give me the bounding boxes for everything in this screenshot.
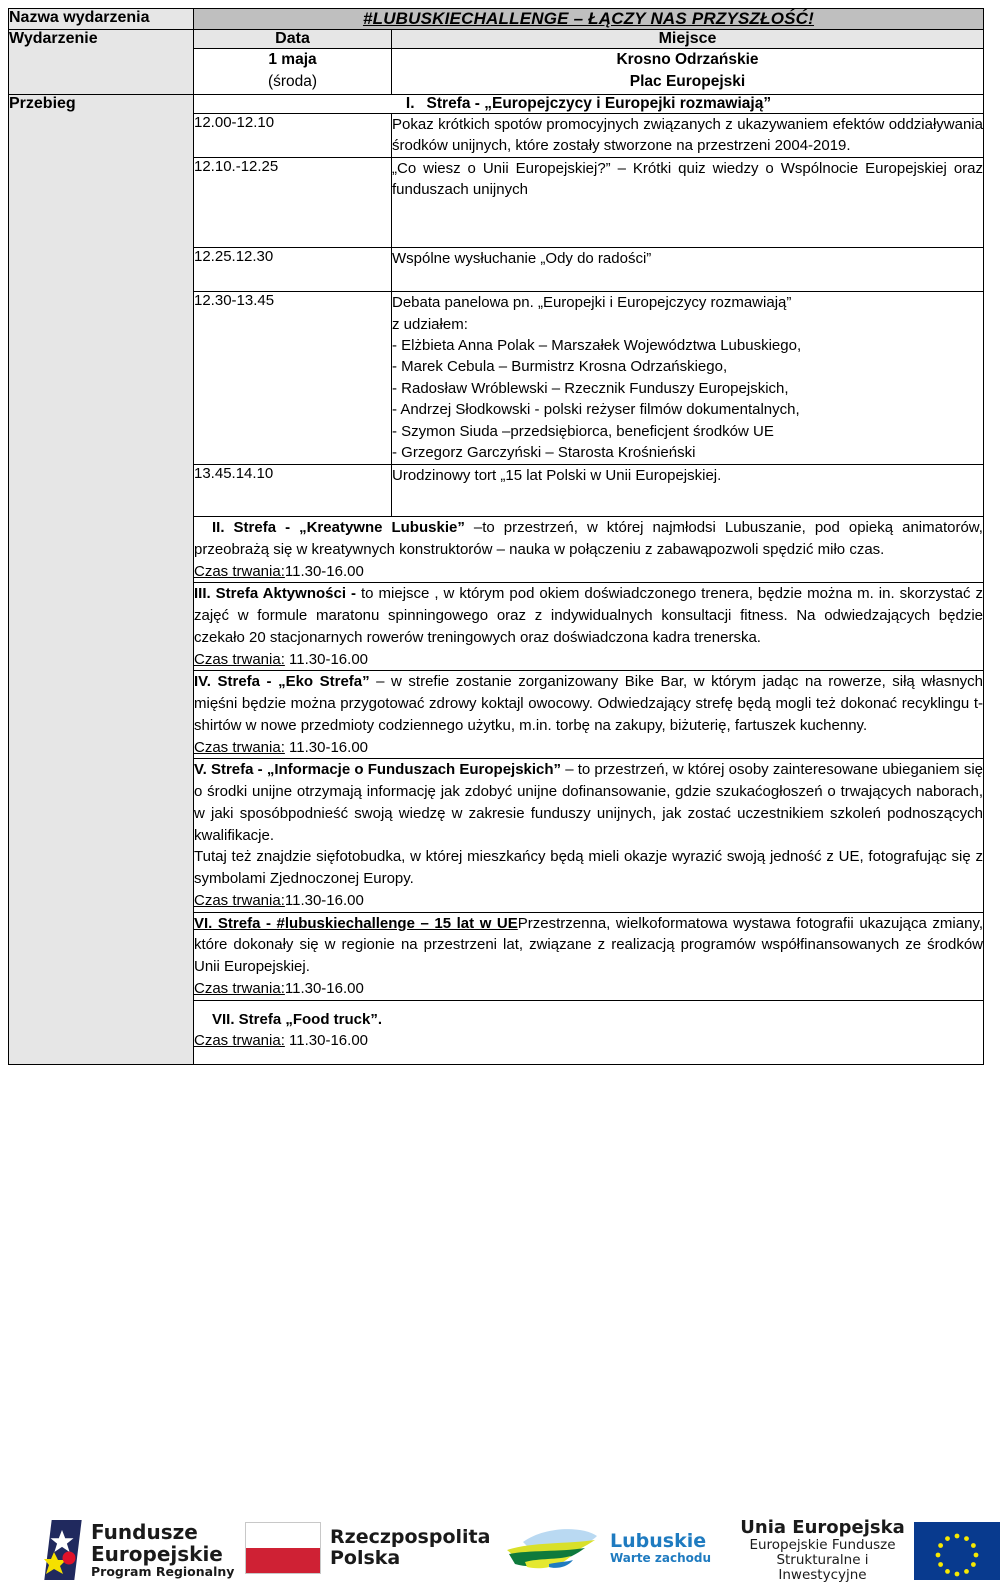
lubuskie-swoosh-icon [505, 1524, 601, 1572]
column-header-place: Miejsce [392, 30, 984, 49]
zone-heading: IV. Strefa - „Eko Strefa” [194, 673, 370, 691]
fundusze-europejskie-icon [42, 1520, 82, 1580]
table-row-event-headers [9, 30, 984, 49]
schedule-description [392, 464, 984, 516]
zone-paragraph [194, 913, 983, 978]
zone-duration [194, 737, 983, 759]
schedule-line: - Elżbieta Anna Polak – Marszałek Województwa Lubuskiego, [392, 337, 802, 354]
eu-flag-icon [914, 1522, 1000, 1580]
zone-heading: III. Strefa Aktywności - [194, 585, 356, 603]
zone1-heading: Strefa - „Europejczycy i Europejki rozmawiają” [426, 94, 772, 112]
schedule-line: Wspólne wysłuchanie „Ody do radości” [392, 249, 652, 267]
label-event-name: Nazwa wydarzenia [9, 9, 194, 30]
zone-paragraph [194, 759, 983, 846]
zone-duration-value: 11.30-16.00 [284, 1032, 368, 1050]
schedule-time: 13.45.14.10 [194, 464, 392, 516]
label-event: Wydarzenie [9, 30, 194, 95]
zone1-heading-cell [194, 94, 984, 113]
zone-duration-value: 11.30-16.00 [284, 738, 368, 756]
schedule-line: „Co wiesz o Unii Europejskiej?” – Krótki quiz wiedzy o Wspólnocie Europejskiej oraz funduszach unijnych [392, 159, 983, 199]
zone-block [194, 1000, 984, 1065]
logo-rzeczpospolita-polska [245, 1522, 490, 1574]
zone-body: Przestrzenna, wielkoformatowa wystawa fotografii ukazująca zmiany, które dokonały się w regionie na przestrzeni lat, związane z realizacją programów współfinansowanych ze środków Unii Europejskiej. [194, 914, 983, 976]
table-row-event-name [9, 9, 984, 30]
lubuskie-wordmark [610, 1531, 711, 1566]
unia-line3: Strukturalne i Inwestycyjne [776, 1552, 869, 1584]
zone-duration-value: 11.30-16.00 [284, 979, 364, 997]
fundusze-line2: Europejskie [91, 1542, 223, 1566]
zone-block [194, 583, 984, 671]
zone-duration [194, 649, 983, 671]
zone-heading: II. Strefa - „Kreatywne Lubuskie” [212, 519, 465, 537]
zone-block [194, 912, 984, 1000]
event-place-line1: Krosno Odrzańskie [616, 51, 759, 68]
schedule-line: Pokaz krótkich spotów promocyjnych związanych z ukazywaniem efektów oddziaływania środków unijnych, które zostały stworzone na przestrzeni 2004-2019. [392, 115, 983, 155]
event-place-line2: Plac Europejski [629, 73, 746, 91]
column-header-date: Data [194, 30, 392, 49]
zone-paragraph [194, 1009, 983, 1031]
schedule-time: 12.10.-12.25 [194, 157, 392, 247]
rzeczpospolita-line2: Polska [330, 1547, 401, 1569]
logo-lubuskie [505, 1524, 711, 1572]
fundusze-line1: Fundusze [91, 1519, 198, 1544]
unia-line2: Europejskie Fundusze [749, 1537, 896, 1554]
zone-duration-label: Czas trwania: [194, 979, 285, 997]
schedule-line: - Radosław Wróblewski – Rzecznik Funduszy Europejskich, [392, 379, 789, 397]
schedule-time: 12.00-12.10 [194, 113, 392, 157]
zone-heading: V. Strefa - „Informacje o Funduszach Europejskich” [194, 761, 562, 779]
event-schedule-table [8, 8, 984, 1065]
zone-block [194, 671, 984, 759]
zone-body: – to przestrzeń, w której osoby zainteresowane ubieganiem się o środki unijne otrzymają informację jak zdobyć unijne dofinansowanie, gdzie szukaćogłoszeń o trwających naborach, w jaki sposóbpodnieść swoją wiedzę w zakresie funduszy unijnych, jak zostać uczestnikiem szkoleń podnoszących kwalifikacje. [194, 761, 983, 844]
zone-block [194, 759, 984, 912]
schedule-line: - Andrzej Słodkowski - polski reżyser filmów dokumentalnych, [392, 401, 800, 419]
schedule-time: 12.25.12.30 [194, 247, 392, 291]
rzeczpospolita-line1: Rzeczpospolita [330, 1525, 491, 1548]
schedule-time: 12.30-13.45 [194, 292, 392, 465]
schedule-line: - Marek Cebula – Burmistrz Krosna Odrzańskiego, [392, 358, 728, 376]
logo-fundusze-europejskie [42, 1520, 234, 1580]
zone-paragraph-extra [194, 846, 983, 890]
zone-paragraph [194, 671, 983, 736]
event-date-weekday: (środa) [267, 73, 318, 90]
fundusze-line3: Program Regionalny [91, 1564, 235, 1580]
lubuskie-line2: Warte zachodu [610, 1550, 711, 1565]
fundusze-europejskie-wordmark [91, 1521, 234, 1580]
label-agenda-text: Przebieg [9, 94, 76, 112]
schedule-description [392, 247, 984, 291]
schedule-line: Debata panelowa pn. „Europejki i Europejczycy rozmawiają” [392, 294, 792, 312]
footer-logo-strip [0, 1494, 1000, 1594]
event-date-day: 1 maja [268, 51, 317, 68]
zone-paragraph [194, 517, 983, 561]
zone-duration-label: Czas trwania: [194, 891, 285, 909]
schedule-description [392, 157, 984, 247]
schedule-line: z udziałem: [392, 315, 468, 333]
zone-duration-label: Czas trwania: [194, 650, 285, 668]
event-title: #LUBUSKIECHALLENGE – ŁĄCZY NAS PRZYSZŁOŚĆ! [362, 9, 815, 28]
zone-heading: VI. Strefa - #lubuskiechallenge – 15 lat w UE [194, 914, 518, 932]
schedule-description [392, 292, 984, 465]
polish-flag-icon [245, 1522, 321, 1574]
lubuskie-line1: Lubuskie [610, 1529, 707, 1552]
zone-heading: VII. Strefa „Food truck”. [212, 1010, 383, 1028]
logo-unia-europejska [740, 1518, 1000, 1583]
zone-block [194, 517, 984, 583]
schedule-line: Urodzinowy tort „15 lat Polski w Unii Europejskiej. [392, 466, 722, 484]
event-title-cell [194, 9, 984, 30]
zone-duration-label: Czas trwania: [194, 562, 285, 580]
zone-paragraph [194, 583, 983, 648]
zone-duration-value: 11.30-16.00 [284, 650, 368, 668]
zone-duration-label: Czas trwania: [194, 738, 285, 756]
zone-body: –to przestrzeń, w której najmłodsi Lubuszanie, pod opieką animatorów, przeobrażą się w kreatywnych konstruktorów – nauka w połączeniu z zabawąpozwoli spędzić miło czas. [194, 519, 983, 558]
unia-europejska-wordmark [740, 1518, 905, 1583]
unia-line1: Unia Europejska [740, 1517, 905, 1538]
zone-duration [194, 890, 983, 912]
event-place-cell [392, 49, 984, 95]
zone-body: – w strefie zostanie zorganizowany Bike Bar, w którym jadąc na rowerze, siłą własnych mięśni będzie można przygotować zdrowy koktajl owocowy. Odwiedzający strefę będą mogli też dokonać recyklingu t-shirtów w nowe przedmioty codziennego użytku, m.in. torbę na zakupy, biżuterię, fartuszek kuchenny. [194, 673, 984, 734]
rzeczpospolita-wordmark [330, 1527, 490, 1570]
zone-body: to miejsce , w którym pod okiem doświadczonego trenera, będzie można m. in. skorzystać z zajęć w formule maratonu spinningowego oraz z indywidualnych konsultacji fitness. Na odwiedzających będzie czekało 20 stacjonarnych rowerów treningowych oraz doświadczona kadra trenerska. [194, 585, 983, 646]
table-row-zone1-header [9, 94, 984, 113]
zone-duration-value: 11.30-16.00 [284, 891, 364, 909]
event-date-cell [194, 49, 392, 95]
schedule-line: - Szymon Siuda –przedsiębiorca, beneficjent środków UE [392, 422, 774, 440]
zone-duration [194, 561, 983, 583]
zone-duration-value: 11.30-16.00 [284, 562, 364, 580]
zone1-numeral: I. [405, 94, 415, 112]
zone-duration [194, 978, 983, 1000]
schedule-description [392, 113, 984, 157]
zone-duration-label: Czas trwania: [194, 1032, 285, 1050]
zone-extra-line: Tutaj też znajdzie sięfotobudka, w której mieszkańcy będą mieli okazje wyrazić swoją jedność z UE, fotografując się z symbolami Zjednoczonej Europy. [194, 848, 983, 888]
zone-duration [194, 1030, 983, 1052]
label-agenda [9, 94, 194, 1064]
schedule-line: - Grzegorz Garczyński – Starosta Krośnieński [392, 444, 696, 462]
